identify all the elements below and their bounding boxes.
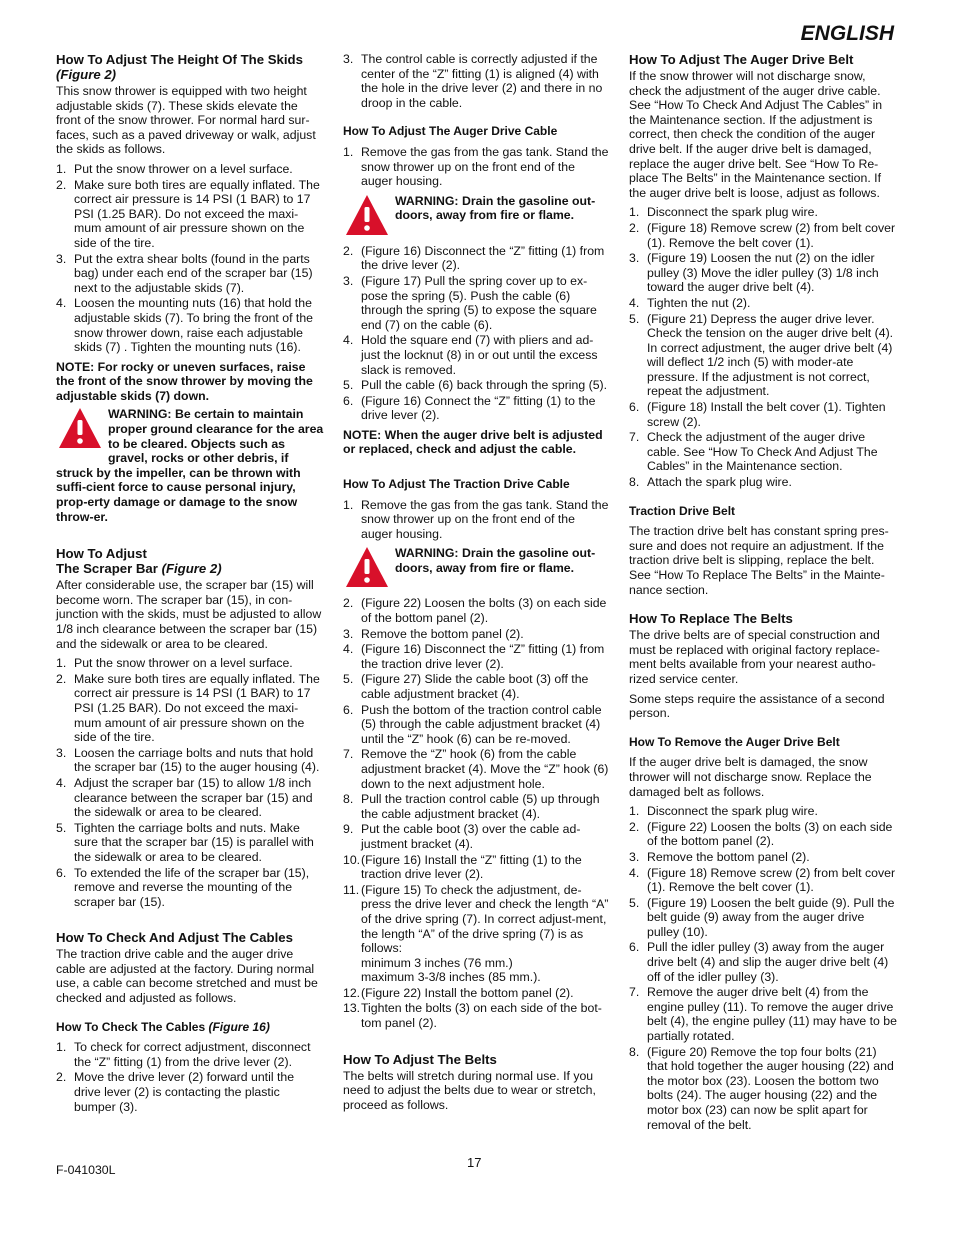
step-list <box>343 498 609 542</box>
step-text: Remove the “Z” hook (6) from the cable adjustment bracket (4). Move the “Z” hook (6) down to the next adjustment hole. <box>361 747 609 791</box>
spec-line: minimum 3 inches (76 mm.) <box>361 955 513 970</box>
heading-text: How To Check The Cables <box>56 1019 206 1034</box>
step-list <box>56 656 324 909</box>
step-text: (Figure 22) Loosen the bolts (3) on each side of the bottom panel (2). <box>361 596 607 626</box>
step-number: 1. <box>56 1040 67 1055</box>
step-text: Push the bottom of the traction control cable (5) through the cable adjustment bracket (4) until the “Z” hook (6) can be re-moved. <box>361 702 602 746</box>
figure-ref: (Figure 2) <box>161 561 222 577</box>
step-item <box>343 244 609 273</box>
step-number: 13. <box>343 1001 361 1016</box>
heading-text: How To Adjust <box>56 546 147 562</box>
step-number: 3. <box>629 849 640 864</box>
step-text: (Figure 16) Install the “Z” fitting (1) to the traction drive lever (2). <box>361 852 582 882</box>
paragraph: Some steps require the assistance of a second person. <box>629 691 885 721</box>
step-text: (Figure 16) Disconnect the “Z” fitting (1) from the traction drive lever (2). <box>361 642 605 671</box>
step-number: 4. <box>629 295 640 310</box>
step-text: (Figure 20) Remove the top four bolts (21) that hold together the auger housing (22) and the motor box (23). Loosen the bottom two bolts (24). The auger housing (22) and the motor box (23) can now be split apart for removal of the belt. <box>647 1044 894 1132</box>
step-item <box>629 221 897 250</box>
step-text: (Figure 16) Disconnect the “Z” fitting (1) from the drive lever (2). <box>361 243 605 273</box>
step-item <box>343 274 609 332</box>
step-text: (Figure 22) Install the bottom panel (2). <box>361 985 574 1000</box>
subheading-remove-auger-belt: How To Remove the Auger Drive Belt <box>629 734 840 749</box>
step-item <box>629 985 897 1043</box>
step-item <box>629 866 897 895</box>
step-text: Move the drive lever (2) forward until the drive lever (2) is contacting the plastic bumper (3). <box>74 1070 295 1114</box>
step-text: Pull the cable (6) back through the spring (5). <box>361 378 608 393</box>
step-text: The control cable is correctly adjusted if the center of the “Z” fitting (1) is aligned (4) with the hole in the drive lever (2) and there in no droop in the cable. <box>361 52 603 110</box>
paragraph: The traction drive cable and the auger drive cable are adjusted at the factory. During normal use, a cable can become stretched and must be checked and adjusted as follows. <box>56 947 318 1006</box>
warning-triangle-icon <box>58 407 102 449</box>
step-item <box>343 52 609 110</box>
step-item <box>343 703 609 747</box>
step-number: 4. <box>629 865 640 880</box>
step-number: 6. <box>629 400 640 415</box>
step-number: 9. <box>343 822 354 837</box>
step-text: Check the adjustment of the auger drive cable. See “How To Check And Adjust The Cables” in the Maintenance section. <box>647 430 878 474</box>
heading-text: How To Adjust The Height Of The Skids <box>56 52 303 67</box>
step-item <box>56 866 324 910</box>
step-number: 4. <box>343 333 354 348</box>
step-text: Attach the spark plug wire. <box>647 475 792 490</box>
step-number: 11. <box>343 882 360 897</box>
paragraph: The belts will stretch during normal use. If you need to adjust the belts due to wear or stretch, proceed as follows. <box>343 1068 596 1112</box>
step-text: Put the extra shear bolts (found in the parts bag) under each end of the scraper bar (15) next to the adjustable skids (7). <box>74 251 313 295</box>
step-text: Tighten the bolts (3) on each side of the bot-tom panel (2). <box>361 1001 602 1031</box>
step-number: 4. <box>56 296 67 311</box>
step-item <box>629 940 897 984</box>
step-item <box>343 672 609 701</box>
step-item <box>56 296 324 354</box>
subheading-check-cables <box>56 1020 324 1035</box>
step-item <box>343 145 609 189</box>
step-item <box>629 205 897 220</box>
column-left <box>56 52 324 1119</box>
step-item <box>343 627 609 642</box>
step-item <box>629 475 897 490</box>
step-text: Disconnect the spark plug wire. <box>647 804 818 819</box>
step-number: 12. <box>343 985 361 1000</box>
step-number: 5. <box>629 895 640 910</box>
step-list <box>56 1040 324 1114</box>
step-item <box>56 162 324 177</box>
step-number: 8. <box>629 475 640 490</box>
step-number: 4. <box>343 642 354 657</box>
step-number: 2. <box>343 243 354 258</box>
step-number: 2. <box>56 671 67 686</box>
subheading-traction-cable: How To Adjust The Traction Drive Cable <box>343 477 570 492</box>
step-text: (Figure 17) Pull the spring cover up to ex-pose the spring (5). Push the cable (6) through the spring (5) to expose the square end (7) on the cable (6). <box>361 273 597 332</box>
step-text: (Figure 19) Loosen the nut (2) on the idler pulley (3) Move the idler pulley (3) 1/8 inch toward the auger drive belt (4). <box>647 251 879 295</box>
step-text: Pull the traction control cable (5) up through the cable adjustment bracket (4). <box>361 792 600 821</box>
section-heading-belts: How To Adjust The Belts <box>343 1051 497 1067</box>
step-number: 4. <box>56 775 67 790</box>
heading-text: The Scraper Bar <box>56 561 158 577</box>
step-item <box>629 296 897 311</box>
step-text: Make sure both tires are equally inflated. The correct air pressure is 14 PSI (1 BAR) to 17 PSI (1.25 BAR). Do not exceed the maxi-mum amount of air pressure shown on the side of the tire. <box>74 177 320 250</box>
step-text: Pull the idler pulley (3) away from the auger drive belt (4) and slip the auger drive belt (4) off of the idler pulley (3). <box>647 940 889 984</box>
step-text: (Figure 22) Loosen the bolts (3) on each side of the bottom panel (2). <box>647 819 893 849</box>
step-text: Loosen the mounting nuts (16) that hold the adjustable skids (7). To bring the front of the snow thrower down, raise each adjustable skids (7) . Tighten the mounting nuts (16). <box>74 296 314 355</box>
step-number: 5. <box>629 311 640 326</box>
step-number: 1. <box>56 161 67 176</box>
step-list <box>343 145 609 189</box>
step-list <box>343 244 609 423</box>
step-item <box>629 400 897 429</box>
paragraph: If the auger drive belt is damaged, the snow thrower will not discharge snow. Replace the damaged belt as follows. <box>629 755 872 799</box>
column-middle <box>343 52 609 1117</box>
step-number: 3. <box>629 251 640 266</box>
step-number: 5. <box>56 820 67 835</box>
step-item <box>343 792 609 821</box>
step-number: 3. <box>56 251 67 266</box>
step-item <box>343 747 609 791</box>
step-item <box>343 883 609 985</box>
step-item <box>343 642 609 671</box>
step-number: 2. <box>56 1070 67 1085</box>
step-text: To extended the life of the scraper bar (15), remove and reverse the mounting of the scraper bar (15). <box>74 865 310 909</box>
note: NOTE: When the auger drive belt is adjusted or replaced, check and adjust the cable. <box>343 427 603 457</box>
warning-drain <box>343 546 609 590</box>
step-text: Remove the gas from the gas tank. Stand the snow thrower up on the front end of the auger housing. <box>361 497 609 541</box>
step-item <box>56 821 324 865</box>
step-item <box>629 251 897 295</box>
step-number: 8. <box>629 1044 640 1059</box>
step-text: Disconnect the spark plug wire. <box>647 205 818 220</box>
warning-text: WARNING: Be certain to maintain proper ground clearance for the area to be cleared. Objects such as gravel, rocks or other debris, if struck by the impeller, can be thrown with suffi-cient force to cause personal injury, prop-erty damage or damage to the snow throw-er. <box>56 407 324 524</box>
step-item <box>56 776 324 820</box>
step-number: 6. <box>343 702 354 717</box>
spec-line: maximum 3-3/8 inches (85 mm.). <box>361 970 541 985</box>
step-text: Adjust the scraper bar (15) to allow 1/8 inch clearance between the scraper bar (15) and the sidewalk or area to be cleared. <box>74 775 313 820</box>
step-text: (Figure 21) Depress the auger drive lever. Check the tension on the auger drive belt (4). In correct adjustment, the auger drive belt (4) will deflect 1/2 inch (5) with moder-ate pressure. If the adjustment is not correct, repeat the adjustment. <box>647 311 894 399</box>
section-heading-cables: How To Check And Adjust The Cables <box>56 930 293 946</box>
step-text: Remove the gas from the gas tank. Stand the snow thrower up on the front end of the auger housing. <box>361 144 609 189</box>
step-item <box>56 1070 324 1114</box>
paragraph: After considerable use, the scraper bar (15) will become worn. The scraper bar (15), in con-junction with the skids, must be adjusted to allow 1/8 inch clearance between the scraper bar (15) and the sidewalk or area to be cleared. <box>56 578 322 651</box>
step-item <box>343 394 609 423</box>
step-number: 1. <box>56 656 67 671</box>
step-text: Make sure both tires are equally inflated. The correct air pressure is 14 PSI (1 BAR) to 17 PSI (1.25 BAR). Do not exceed the maxi-mum amount of air pressure shown on the side of the tire. <box>74 671 320 745</box>
step-item <box>343 333 609 377</box>
step-number: 1. <box>629 205 640 220</box>
section-heading-replace-belts: How To Replace The Belts <box>629 611 793 627</box>
step-item <box>629 312 897 400</box>
warning-drain <box>343 194 609 238</box>
document-code: F-041030L <box>56 1163 116 1177</box>
warning-triangle-icon <box>345 194 389 236</box>
step-number: 5. <box>343 378 354 393</box>
step-number: 7. <box>629 430 640 445</box>
step-item <box>629 850 897 865</box>
step-item <box>343 378 609 393</box>
step-text: (Figure 16) Connect the “Z” fitting (1) to the drive lever (2). <box>361 393 596 423</box>
step-number: 6. <box>629 940 640 955</box>
step-number: 8. <box>343 792 354 807</box>
figure-ref: (Figure 2) <box>56 67 117 82</box>
step-text: (Figure 19) Loosen the belt guide (9). Pull the belt guide (9) away from the auger drive pulley (10). <box>647 895 895 939</box>
paragraph: The drive belts are of special construction and must be replaced with original factory replace-ment belts available from your nearest autho-rized service center. <box>629 628 880 686</box>
step-item <box>343 498 609 542</box>
step-list <box>629 804 897 1132</box>
step-number: 2. <box>629 220 640 235</box>
step-number: 1. <box>343 497 354 512</box>
subheading-auger-cable: How To Adjust The Auger Drive Cable <box>343 124 558 139</box>
paragraph: The traction drive belt has constant spring pres-sure and does not require an adjustment. If the traction drive belt is slipping, replace the belt. See “How To Replace The Belts” in the Mainte-nance section. <box>629 524 889 597</box>
step-number: 5. <box>343 672 354 687</box>
step-number: 1. <box>629 804 640 819</box>
step-item <box>343 1001 609 1030</box>
step-text: Tighten the carriage bolts and nuts. Make sure that the scraper bar (15) is parallel with the sidewalk or area to be cleared. <box>74 820 314 864</box>
subheading-traction-belt: Traction Drive Belt <box>629 503 736 518</box>
step-list <box>56 162 324 355</box>
step-number: 3. <box>343 52 354 66</box>
step-list <box>343 596 609 1030</box>
step-text: Remove the auger drive belt (4) from the engine pulley (11). To remove the auger drive belt (4), the engine pulley (11) may have to be partially rotated. <box>647 985 897 1044</box>
step-text: Tighten the nut (2). <box>647 295 751 310</box>
step-text: Put the snow thrower on a level surface. <box>74 656 293 671</box>
step-item <box>629 896 897 940</box>
page-number: 17 <box>467 1155 482 1170</box>
step-text: (Figure 27) Slide the cable boot (3) off the cable adjustment bracket (4). <box>361 672 589 701</box>
step-item <box>629 820 897 849</box>
step-number: 2. <box>629 819 640 834</box>
step-number: 6. <box>56 865 67 880</box>
step-item <box>56 178 324 251</box>
language-label: ENGLISH <box>800 22 894 45</box>
step-text: Put the cable boot (3) over the cable ad-justment bracket (4). <box>361 822 581 851</box>
step-number: 2. <box>56 177 67 192</box>
step-number: 10. <box>343 852 361 867</box>
step-text: (Figure 18) Install the belt cover (1). Tighten screw (2). <box>647 400 886 429</box>
step-number: 1. <box>343 144 354 159</box>
step-text: Hold the square end (7) with pliers and ad-just the locknut (8) in or out until the excess slack is removed. <box>361 333 598 377</box>
step-text: Remove the bottom panel (2). <box>647 849 810 864</box>
step-number: 7. <box>629 985 640 1000</box>
warning-text: WARNING: Drain the gasoline out-doors, away from fire or flame. <box>395 193 596 223</box>
figure-ref: (Figure 16) <box>208 1019 270 1034</box>
step-item <box>629 430 897 474</box>
step-number: 3. <box>343 626 354 641</box>
warning-clearance <box>56 407 324 524</box>
step-text: Put the snow thrower on a level surface. <box>74 161 293 176</box>
step-item <box>629 1045 897 1133</box>
section-heading-skids <box>56 52 324 82</box>
step-number: 7. <box>343 747 354 762</box>
step-text: Loosen the carriage bolts and nuts that hold the scraper bar (15) to the auger housing (4). <box>74 745 320 775</box>
step-item <box>56 656 324 671</box>
step-list <box>343 52 609 110</box>
warning-triangle-icon <box>345 546 389 588</box>
paragraph: This snow thrower is equipped with two height adjustable skids (7). These skids elevate the front of the snow thrower. For normal hard sur-faces, such as a paved driveway or walk, adjust the skids as follows. <box>56 84 316 157</box>
step-item <box>343 596 609 625</box>
step-item <box>56 1040 324 1069</box>
section-heading-auger-belt: How To Adjust The Auger Drive Belt <box>629 52 854 67</box>
step-text: Remove the bottom panel (2). <box>361 626 524 641</box>
paragraph: If the snow thrower will not discharge snow, check the adjustment of the auger drive cable. See “How To Check And Adjust The Cables” in the Maintenance section. If the adjustment is correct, then check the condition of the auger drive belt. If the auger drive belt is damaged, replace the auger drive belt. See “How To Re-place The Belts” in the Maintenance section. If the auger drive belt is loose, adjust as follows. <box>629 69 883 200</box>
step-item <box>629 804 897 819</box>
step-text: (Figure 18) Remove screw (2) from belt cover (1). Remove the belt cover (1). <box>647 220 896 250</box>
warning-text: WARNING: Drain the gasoline out-doors, away from fire or flame. <box>395 546 596 576</box>
step-text: (Figure 15) To check the adjustment, de-press the drive lever and check the length “A” of the drive spring (7). In correct adjust-ment, the length “A” of the drive spring (7) is as follows: <box>361 882 609 956</box>
step-item <box>343 822 609 851</box>
step-number: 2. <box>343 596 354 611</box>
step-text: (Figure 18) Remove screw (2) from belt cover (1). Remove the belt cover (1). <box>647 865 896 895</box>
step-list <box>629 205 897 489</box>
step-item <box>56 746 324 775</box>
step-number: 3. <box>343 273 354 288</box>
step-text: To check for correct adjustment, disconnect the “Z” fitting (1) from the drive lever (2). <box>74 1040 311 1069</box>
step-item <box>343 986 609 1001</box>
step-number: 6. <box>343 393 354 408</box>
step-item <box>56 672 324 745</box>
section-heading-scraper <box>56 546 324 576</box>
column-right <box>629 52 897 1137</box>
note: NOTE: For rocky or uneven surfaces, raise the front of the snow thrower by moving the adjustable skids (7) down. <box>56 359 313 403</box>
step-item <box>343 853 609 882</box>
step-number: 3. <box>56 745 67 760</box>
step-item <box>56 252 324 296</box>
